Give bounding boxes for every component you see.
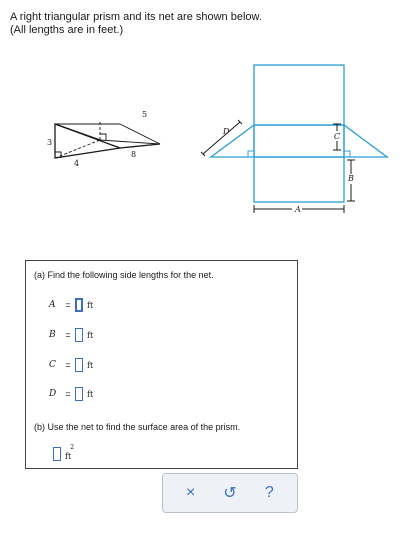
net-right-angle-right bbox=[344, 151, 350, 157]
input-B[interactable] bbox=[75, 328, 83, 342]
answer-row-B bbox=[49, 328, 93, 342]
input-A[interactable] bbox=[75, 298, 83, 312]
unit-label: ft bbox=[87, 300, 94, 310]
prism-and-net-figure bbox=[0, 60, 419, 220]
area-unit-exponent: 2 bbox=[70, 444, 75, 451]
var-label-B: B bbox=[49, 330, 56, 340]
prism-slant-label: 5 bbox=[142, 110, 148, 119]
answer-row-D bbox=[49, 387, 93, 401]
net-top-rect bbox=[254, 65, 344, 125]
answer-row-A bbox=[49, 298, 93, 312]
area-unit-label: ft bbox=[65, 452, 72, 461]
part-b-question: (b) Use the net to find the surface area of the prism. bbox=[34, 422, 241, 432]
input-surface-area[interactable] bbox=[53, 447, 61, 461]
equals-sign: = bbox=[65, 360, 71, 370]
prism-base-label: 4 bbox=[74, 159, 80, 168]
prism-slant-edge bbox=[120, 124, 160, 144]
unit-label: ft bbox=[87, 330, 94, 340]
net-label-A: A bbox=[295, 205, 301, 214]
answer-panel bbox=[25, 260, 298, 469]
prism-right-angle-2 bbox=[100, 134, 106, 140]
equals-sign: = bbox=[65, 300, 71, 310]
unit-label: ft bbox=[87, 389, 94, 399]
unit-label: ft bbox=[87, 360, 94, 370]
net-right-angle-left bbox=[248, 151, 254, 157]
prism-ridge bbox=[55, 124, 100, 140]
answer-toolbar bbox=[162, 473, 298, 513]
equals-sign: = bbox=[65, 330, 71, 340]
problem-line-2: (All lengths are in feet.) bbox=[10, 24, 124, 36]
var-label-C: C bbox=[49, 360, 56, 370]
surface-area-answer bbox=[53, 444, 75, 461]
prism-depth-label: 8 bbox=[131, 150, 137, 159]
net-drawing bbox=[211, 65, 387, 202]
help-button[interactable]: ? bbox=[264, 484, 274, 501]
var-label-A: A bbox=[49, 300, 56, 310]
net-bottom-rect bbox=[254, 157, 344, 202]
undo-button[interactable]: ↺ bbox=[223, 485, 237, 502]
prism-drawing bbox=[55, 120, 160, 158]
net-label-C: C bbox=[334, 132, 341, 141]
net-label-D: D bbox=[223, 127, 230, 136]
net-middle-rect bbox=[254, 125, 344, 157]
input-D[interactable] bbox=[75, 387, 83, 401]
equals-sign: = bbox=[65, 389, 71, 399]
problem-line-1: A right triangular prism and its net are shown below. bbox=[10, 11, 262, 23]
clear-button[interactable]: × bbox=[185, 484, 196, 501]
answer-row-C bbox=[49, 358, 93, 372]
net-label-B: B bbox=[348, 174, 354, 183]
prism-front-base bbox=[120, 144, 160, 148]
part-a-question: (a) Find the following side lengths for the net. bbox=[34, 270, 214, 280]
input-C[interactable] bbox=[75, 358, 83, 372]
prism-hidden-edge bbox=[55, 140, 100, 158]
var-label-D: D bbox=[49, 389, 57, 399]
problem-statement bbox=[10, 11, 262, 37]
prism-height-label: 3 bbox=[47, 138, 53, 147]
